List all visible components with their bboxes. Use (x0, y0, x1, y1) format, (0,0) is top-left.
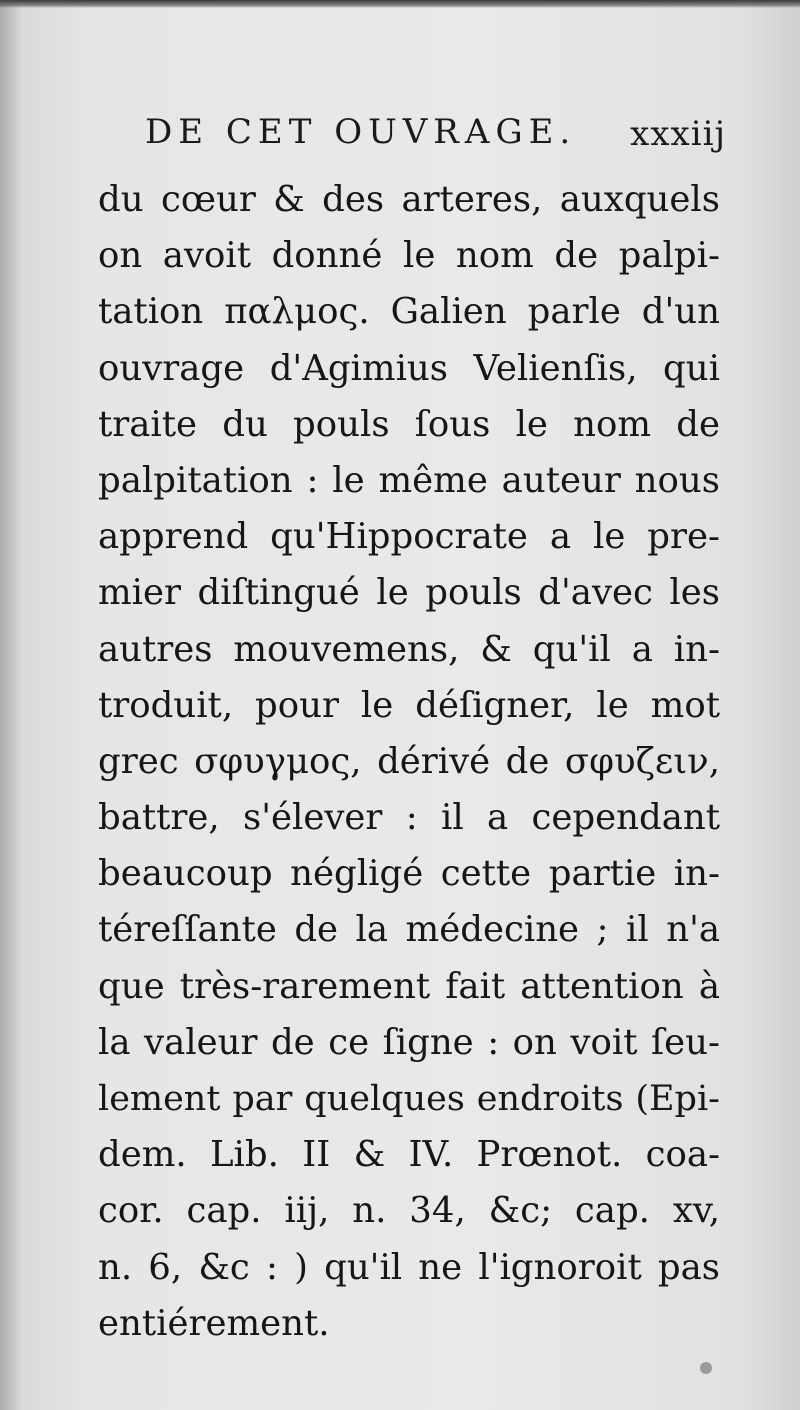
text-line: mier diſtingué le pouls d'avec les (98, 572, 720, 614)
text-line: du cœur & des arteres, auxquels (98, 179, 720, 220)
gutter-shadow (0, 0, 22, 1410)
text-line: téreſſante de la médecine ; il n'a (98, 909, 720, 951)
text-line: palpitation : le même auteur nous (98, 459, 720, 501)
text-line: cor. cap. iij, n. 34, &c; cap. xv, (98, 1190, 720, 1232)
text-line: grec σφυγμος, dérivé de σφυζειν, (98, 740, 720, 782)
ink-spot (700, 1362, 712, 1374)
body-text (98, 172, 720, 1352)
text-line: troduit, pour le déſigner, le mot (98, 684, 720, 726)
text-line: beaucoup négligé cette partie in- (98, 853, 720, 895)
text-line: ouvrage d'Agimius Velienſis, qui (98, 347, 720, 389)
text-line: que très-rarement fait attention à (98, 965, 720, 1007)
running-head: DE CET OUVRAGE. (145, 112, 577, 152)
text-line: battre, s'élever : il a cependant (98, 797, 720, 839)
text-line: lement par quelques endroits (Epi- (98, 1079, 720, 1119)
text-line: autres mouvemens, & qu'il a in- (98, 628, 720, 670)
text-line: apprend qu'Hippocrate a le pre- (98, 516, 720, 558)
text-line: traite du pouls ſous le nom de (98, 403, 720, 445)
page-number: xxxiij (630, 114, 726, 154)
text-line-last: entiérement. (98, 1302, 330, 1344)
page-header (145, 112, 730, 172)
text-line: la valeur de ce ſigne : on voit ſeu- (98, 1021, 720, 1063)
page-top-edge (0, 0, 800, 8)
text-line: n. 6, &c : ) qu'il ne l'ignoroit pas (98, 1246, 720, 1288)
text-line: dem. Lib. II & IV. Prœnot. coa- (98, 1134, 720, 1176)
text-line: tation παλμος. Galien parle d'un (98, 291, 720, 333)
text-line: on avoit donné le nom de palpi- (98, 235, 720, 277)
